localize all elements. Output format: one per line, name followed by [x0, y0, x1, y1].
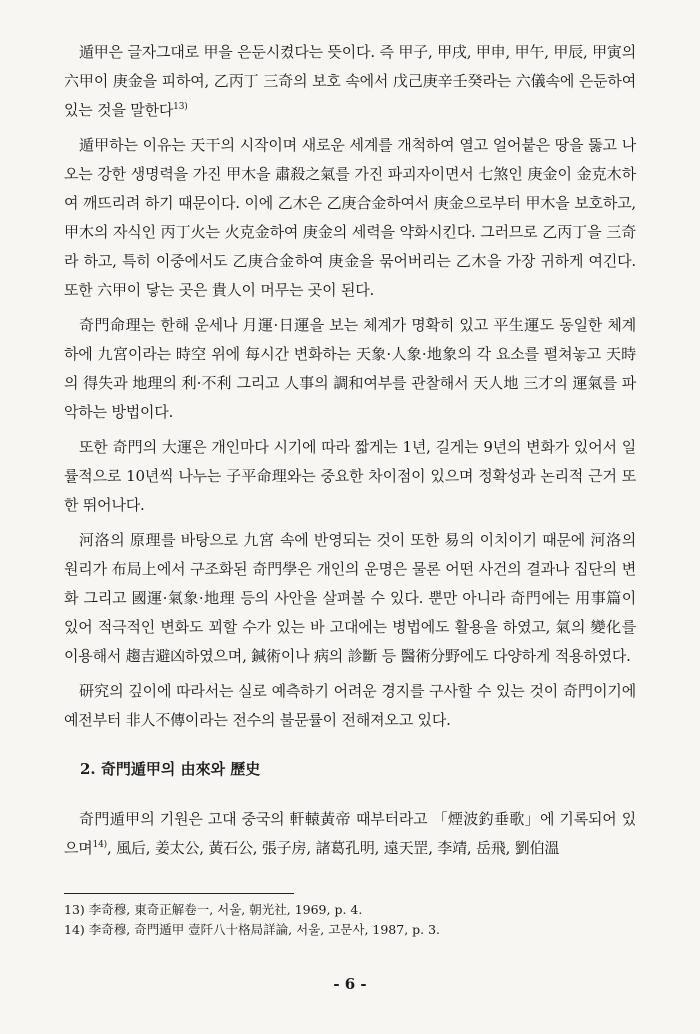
- body-text: [64, 38, 636, 741]
- footnote-14: 14) 李奇穆, 奇門遁甲 壹阡八十格局詳論, 서울, 고문사, 1987, p. 3.: [64, 922, 441, 937]
- page-number: - 6 -: [333, 975, 367, 993]
- section-paragraph: [64, 805, 636, 863]
- paragraph-2: 遁甲하는 이유는 天干의 시작이며 새로운 세계를 개척하여 열고 얼어붙은 땅을 뚫고 나오는 강한 생명력을 가진 甲木을 肅殺之氣를 가진 파괴자이면서 七煞인 庚金이 金克木하여 깨뜨리려 하기 때문이다. 이에 乙木은 乙庚合金하여서 庚金으로부터 甲木을 보호하고, 甲木의 자식인 丙丁火는 火克金하여 庚金의 세력을 약화시킨다. 그러므로 乙丙丁을 三奇라 하고, 특히 이중에서도 乙庚合金하여 庚金을 묶어버리는 乙木을 가장 귀하게 여긴다. 또한 六甲이 닿는 곳은 貴人이 머무는 곳이 된다.: [64, 136, 636, 299]
- footnote-ref-14: 14): [92, 840, 107, 850]
- footnote-ref-13: 13): [173, 102, 188, 112]
- footnote-divider: [64, 893, 294, 894]
- footnote-13: 13) 李奇穆, 東奇正解卷一, 서울, 朝光社, 1969, p. 4.: [64, 902, 363, 917]
- section-paragraph-continuation: , 風后, 姜太公, 黃石公, 張子房, 諸葛孔明, 遠天罡, 李靖, 岳飛, 劉伯溫: [106, 839, 560, 857]
- paragraph-3: 奇門命理는 한해 운세나 月運·日運을 보는 체계가 명확히 있고 平生運도 동일한 체계 하에 九宮이라는 時空 위에 每시간 변화하는 天象·人象·地象의 각 요소를 펼쳐놓고 天時의 得失과 地理의 利·不利 그리고 人事의 調和여부를 관찰해서 天人地 三才의 運氣를 파악하는 방법이다.: [64, 316, 636, 421]
- paragraph-5: 河洛의 原理를 바탕으로 九宮 속에 반영되는 것이 또한 易의 이치이기 때문에 河洛의 원리가 布局上에서 구조화된 奇門學은 개인의 운명은 물론 어떤 사건의 결과나 집단의 변화 그리고 國運·氣象·地理 등의 사안을 살펴볼 수 있다. 뿐만 아니라 奇門에는 用事篇이 있어 적극적인 변화도 꾀할 수가 있는 바 고대에는 병법에도 활용을 하였고, 氣의 變化를 이용해서 趨吉避凶하였으며, 鍼術이나 病의 診斷 등 醫術分野에도 다양하게 적용하였다.: [64, 531, 636, 665]
- paragraph-1-text: 遁甲은 글자그대로 甲을 은둔시켰다는 뜻이다. 즉 甲子, 甲戌, 甲申, 甲午, 甲辰, 甲寅의 六甲이 庚金을 피하여, 乙丙丁 三奇의 보호 속에서 戊己庚辛壬癸라는 六儀속에 은둔하여 있는 것을 말한다: [64, 43, 636, 119]
- footnotes: [64, 900, 636, 940]
- paragraph-1: [64, 38, 636, 125]
- section-heading: 2. 奇門遁甲의 由來와 歷史: [80, 760, 261, 778]
- paragraph-6: 研究의 깊이에 따라서는 실로 예측하기 어려운 경지를 구사할 수 있는 것이 奇門이기에 예전부터 非人不傳이라는 전수의 불문률이 전해져오고 있다.: [64, 682, 636, 729]
- section-paragraph-text: 奇門遁甲의 기원은 고대 중국의 軒轅黃帝 때부터라고 「煙波釣垂歌」에 기록되어 있으며: [64, 810, 636, 857]
- paragraph-4: 또한 奇門의 大運은 개인마다 시기에 따라 짧게는 1년, 길게는 9년의 변화가 있어서 일률적으로 10년씩 나누는 子平命理와는 중요한 차이점이 있으며 정확성과 논리적 근거 또한 뛰어나다.: [64, 438, 636, 514]
